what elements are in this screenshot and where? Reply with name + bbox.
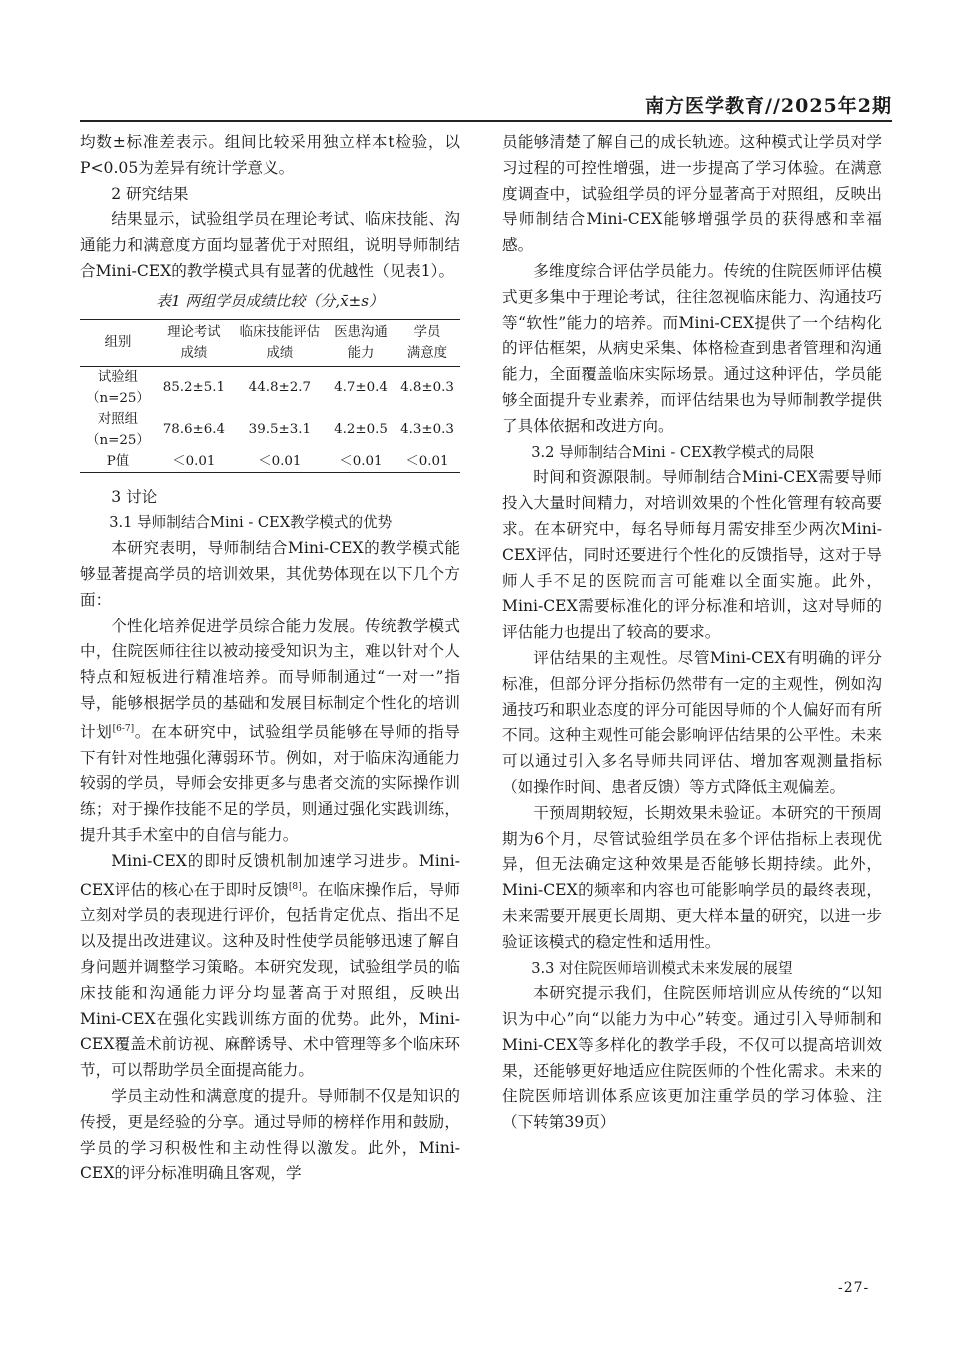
time-resource-paragraph: 时间和资源限制。导师制结合Mini-CEX需要导师投入大量时间精力，对培训效果的个性化管理有较高要求。在本研究中，每名导师每月需安排至少两次Mini-CEX评估，同时还要进行个性化的反馈指导，这对于导师人手不足的医院而言可能难以全面实施。此外，Mini-CEX需要标准化的评分标准和培训，这对导师的评估能力也提出了较高的要求。 — [502, 468, 882, 642]
citation-6-7: [6-7] — [112, 723, 135, 734]
right-column — [502, 130, 882, 1136]
row-label: P值 — [106, 453, 130, 469]
table-cell: ＜0.01 — [405, 453, 449, 469]
results-paragraph: 结果显示，试验组学员在理论考试、临床技能、沟通能力和满意度方面均显著优于对照组，说明导师制结合Mini-CEX的教学模式具有显著的优越性（见表1）。 — [80, 210, 460, 280]
subsection-heading-3-1: 3.1 导师制结合Mini - CEX教学模式的优势 — [109, 514, 393, 532]
table-header-row — [80, 319, 460, 366]
discussion-intro: 本研究表明，导师制结合Mini-CEX的教学模式能够显著提高学员的培训效果，其优势体现在以下几个方面： — [80, 539, 460, 609]
left-column — [80, 130, 460, 1187]
table-row — [80, 451, 460, 473]
personalized-training-paragraph: 个性化培养促进学员综合能力发展。传统教学模式中，住院医师往往以被动接受知识为主，难以针对个人特点和短板进行精准培养。而导师制通过“一对一”指导，能够根据学员的基础和发展目标制定个性化的培训计划[6-7]。在本研究中，试验组学员能够在导师的指导下有针对性地强化薄弱环节。例如，对于临床沟通能力较弱的学员，导师会安排更多与患者交流的实际操作训练；对于操作技能不足的学员，则通过强化实践训练，提升其手术室中的自信与能力。 — [80, 616, 460, 844]
multidimensional-paragraph: 多维度综合评估学员能力。传统的住院医师评估模式更多集中于理论考试，往往忽视临床能力、沟通技巧等“软性”能力的培养。而Mini-CEX提供了一个结构化的评估框架，从病史采集、体格检查到患者管理和沟通能力，全面覆盖临床实际场景。通过这种评估，学员能够全面提升专业素养，而评估结果也为导师制教学提供了具体依据和改进方向。 — [502, 261, 882, 435]
table-cell: 4.8±0.3 — [400, 380, 454, 396]
table-cell: 4.3±0.3 — [400, 422, 454, 438]
motivation-paragraph: 学员主动性和满意度的提升。导师制不仅是知识的传授，更是经验的分享。通过导师的榜样作用和鼓励，学员的学习积极性和主动性得以激发。此外，Mini-CEX的评分标准明确且客观，学 — [80, 1086, 460, 1183]
header-satisfaction: 学员 满意度 — [406, 324, 448, 361]
short-intervention-paragraph: 干预周期较短，长期效果未验证。本研究的干预周期为6个月，尽管试验组学员在多个评估指标上表现优异，但无法确定这种效果是否能够长期持续。此外，Mini-CEX的频率和内容也可能影响学员的最终表现，未来需要开展更长周期、更大样本量的研究，以进一步验证该模式的稳定性和适用性。 — [502, 803, 882, 951]
table-row — [80, 366, 460, 409]
section-heading-discussion: 3 讨论 — [111, 487, 158, 506]
table-cell: 44.8±2.7 — [248, 380, 312, 396]
subsection-heading-3-2: 3.2 导师制结合Mini - CEX教学模式的局限 — [531, 443, 815, 461]
header-clinical: 临床技能评估 成绩 — [239, 324, 321, 361]
row-label: 试验组 （n=25） — [86, 369, 150, 406]
subjectivity-paragraph: 评估结果的主观性。尽管Mini-CEX有明确的评分标准，但部分评分指标仍然带有一定的主观性，例如沟通技巧和职业态度的评分可能因导师的个人偏好而有所不同。这种主观性可能会影响评估结果的公平性。未来可以通过引入多名导师共同评估、增加客观测量指标（如操作时间、患者反馈）等方式降低主观偏差。 — [502, 648, 882, 796]
motivation-continuation: 员能够清楚了解自己的成长轨迹。这种模式让学员对学习过程的可控性增强，进一步提高了学习体验。在满意度调查中，试验组学员的评分显著高于对照组，反映出导师制结合Mini-CEX能够增强学员的获得感和幸福感。 — [502, 133, 882, 255]
table-cell: ＜0.01 — [339, 453, 383, 469]
methods-continuation: 均数±标准差表示。组间比较采用独立样本t检验，以P<0.05为差异有统计学意义。 — [80, 133, 460, 177]
citation-8: [8] — [288, 881, 302, 892]
feedback-paragraph: Mini-CEX的即时反馈机制加速学习进步。Mini-CEX评估的核心在于即时反馈[8]。在临床操作后，导师立刻对学员的表现进行评价，包括肯定优点、指出不足以及提出改进建议。这种及时性使学员能够迅速了解自身问题并调整学习策略。本研究发现，试验组学员的临床技能和沟通能力评分均显著高于对照组，反映出Mini-CEX在强化实践训练方面的优势。此外，Mini-CEX覆盖术前访视、麻醉诱导、术中管理等多个临床环节，可以帮助学员全面提高能力。 — [80, 851, 460, 1080]
row-label: 对照组 （n=25） — [86, 411, 150, 448]
journal-title: 南方医学教育//2025年2期 — [645, 95, 892, 117]
section-heading-results: 2 研究结果 — [111, 184, 189, 203]
header-communication: 医患沟通 能力 — [334, 324, 388, 361]
table-cell: 4.2±0.5 — [334, 422, 388, 438]
running-header — [80, 94, 892, 122]
header-group: 组别 — [104, 335, 132, 351]
table-row — [80, 409, 460, 451]
table-cell: 4.7±0.4 — [334, 380, 388, 396]
results-table — [80, 319, 460, 473]
header-theory: 理论考试 成绩 — [167, 324, 221, 361]
table-cell: 78.6±6.4 — [162, 422, 226, 438]
subsection-heading-3-3: 3.3 对住院医师培训模式未来发展的展望 — [531, 959, 793, 977]
future-outlook-paragraph: 本研究提示我们，住院医师培训应从传统的“以知识为中心”向“以能力为中心”转变。通过引入导师制和Mini-CEX等多样化的教学手段，不仅可以提高培训效果，还能够更好地适应住院医师的个性化需求。未来的住院医师培训体系应该更加注重学员的学习体验、注（下转第39页） — [502, 984, 882, 1132]
table-cell: ＜0.01 — [258, 453, 302, 469]
table-cell: 85.2±5.1 — [162, 380, 226, 396]
table-cell: 39.5±3.1 — [248, 422, 312, 438]
table-caption: 表1 两组学员成绩比较（分,x̄±s） — [156, 291, 384, 310]
table-cell: ＜0.01 — [172, 453, 216, 469]
page-number: -27- — [838, 1280, 870, 1296]
